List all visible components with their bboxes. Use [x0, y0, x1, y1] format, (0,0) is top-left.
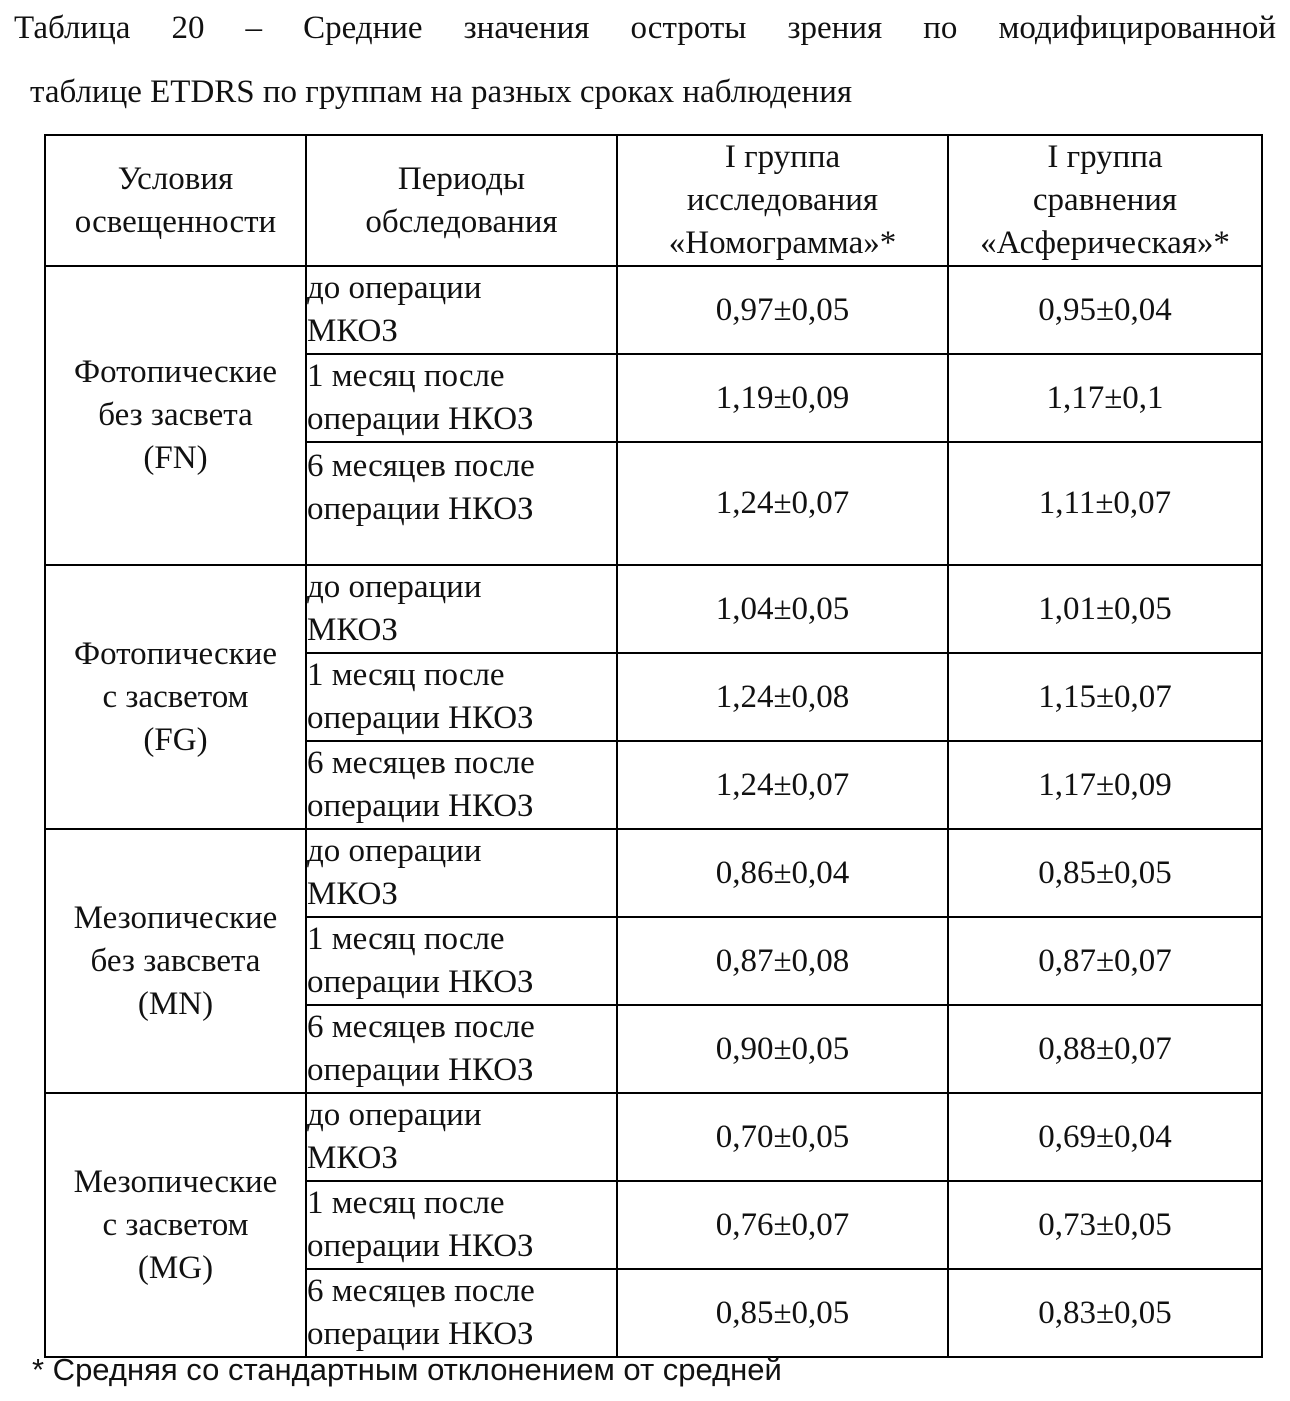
value-study-group: 0,90±0,05 [617, 1005, 948, 1093]
condition-text: Фотопические [74, 354, 277, 390]
value-study-group: 1,19±0,09 [617, 354, 948, 442]
period-text: операции НКОЗ [307, 401, 534, 437]
value-study-group: 0,87±0,08 [617, 917, 948, 1005]
period-cell [306, 442, 617, 565]
value-comparison-group: 0,69±0,04 [948, 1093, 1262, 1181]
period-text: до операции [307, 270, 482, 306]
condition-cell-mn [45, 829, 306, 1093]
value-study-group: 1,24±0,07 [617, 741, 948, 829]
value-comparison-group: 0,85±0,05 [948, 829, 1262, 917]
condition-text: (MG) [137, 1249, 214, 1286]
value-study-group: 1,24±0,08 [617, 653, 948, 741]
period-text: 6 месяцев после [307, 448, 535, 484]
condition-text: без завсвета [90, 942, 261, 979]
condition-text: с засветом [102, 1206, 249, 1243]
value-comparison-group: 0,88±0,07 [948, 1005, 1262, 1093]
header-text: освещенности [74, 203, 277, 240]
period-text: операции НКОЗ [307, 1228, 534, 1264]
period-cell [306, 917, 617, 1005]
value-comparison-group: 1,17±0,1 [948, 354, 1262, 442]
value-comparison-group: 1,15±0,07 [948, 653, 1262, 741]
value-study-group: 0,97±0,05 [617, 266, 948, 354]
value-comparison-group: 0,95±0,04 [948, 266, 1262, 354]
condition-text: Мезопические [73, 1163, 278, 1200]
period-text: до операции [307, 569, 482, 605]
period-text: операции НКОЗ [307, 1316, 534, 1352]
period-text: операции НКОЗ [307, 964, 534, 1000]
period-text: МКОЗ [307, 1140, 398, 1176]
condition-text: (MN) [137, 985, 214, 1022]
value-study-group: 0,86±0,04 [617, 829, 948, 917]
period-cell [306, 354, 617, 442]
header-lighting-conditions [45, 135, 306, 266]
period-text: МКОЗ [307, 612, 398, 648]
period-text: 6 месяцев после [307, 1273, 535, 1309]
table-row [45, 1093, 1262, 1181]
period-cell [306, 1005, 617, 1093]
value-comparison-group: 0,83±0,05 [948, 1269, 1262, 1357]
condition-cell-fn [45, 266, 306, 565]
condition-cell-fg [45, 565, 306, 829]
table-row [45, 266, 1262, 354]
period-text: операции НКОЗ [307, 1052, 534, 1088]
header-text: обследования [365, 203, 558, 240]
value-comparison-group: 0,87±0,07 [948, 917, 1262, 1005]
period-text: до операции [307, 833, 482, 869]
value-study-group: 0,70±0,05 [617, 1093, 948, 1181]
period-cell [306, 565, 617, 653]
period-text: 6 месяцев после [307, 1009, 535, 1045]
value-study-group: 1,04±0,05 [617, 565, 948, 653]
period-cell [306, 266, 617, 354]
period-cell [306, 741, 617, 829]
table-caption-line-1: Таблица 20 – Средние значения остроты зрения по модифицированной [14, 10, 1276, 46]
header-text: «Номограмма»* [668, 225, 897, 261]
header-text: сравнения [1032, 182, 1178, 218]
period-cell [306, 829, 617, 917]
table-row [45, 829, 1262, 917]
value-comparison-group: 1,11±0,07 [948, 442, 1262, 565]
condition-text: (FG) [143, 721, 208, 758]
period-cell [306, 1269, 617, 1357]
header-examination-periods [306, 135, 617, 266]
header-text: «Асферическая»* [980, 225, 1230, 261]
condition-text: с засветом [102, 678, 249, 715]
period-cell [306, 1181, 617, 1269]
header-text: Периоды [397, 160, 526, 197]
header-text: I группа [1047, 139, 1163, 175]
condition-text: без засвета [98, 397, 253, 433]
condition-text: (FN) [143, 440, 208, 476]
header-comparison-group [948, 135, 1262, 266]
header-text: Условия [117, 160, 234, 197]
period-text: 1 месяц после [307, 1185, 505, 1221]
period-text: операции НКОЗ [307, 700, 534, 736]
value-comparison-group: 1,17±0,09 [948, 741, 1262, 829]
condition-text: Мезопические [73, 899, 278, 936]
header-row [45, 135, 1262, 266]
period-text: 6 месяцев после [307, 745, 535, 781]
visual-acuity-table [44, 134, 1263, 1358]
value-comparison-group: 0,73±0,05 [948, 1181, 1262, 1269]
period-cell [306, 1093, 617, 1181]
header-study-group [617, 135, 948, 266]
period-text: МКОЗ [307, 876, 398, 912]
header-text: исследования [686, 182, 879, 218]
period-text: операции НКОЗ [307, 491, 534, 527]
table-footnote: * Средняя со стандартным отклонением от средней [32, 1352, 782, 1387]
value-study-group: 0,85±0,05 [617, 1269, 948, 1357]
value-study-group: 1,24±0,07 [617, 442, 948, 565]
table-caption-line-2: таблице ETDRS по группам на разных сроках наблюдения [30, 74, 853, 110]
period-text: до операции [307, 1097, 482, 1133]
period-text: операции НКОЗ [307, 788, 534, 824]
period-text: 1 месяц после [307, 657, 505, 693]
value-comparison-group: 1,01±0,05 [948, 565, 1262, 653]
condition-cell-mg [45, 1093, 306, 1357]
period-text: МКОЗ [307, 313, 398, 349]
period-text: 1 месяц после [307, 358, 505, 394]
period-cell [306, 653, 617, 741]
value-study-group: 0,76±0,07 [617, 1181, 948, 1269]
period-text: 1 месяц после [307, 921, 505, 957]
table-row [45, 565, 1262, 653]
condition-text: Фотопические [74, 635, 277, 672]
header-text: I группа [724, 139, 841, 175]
